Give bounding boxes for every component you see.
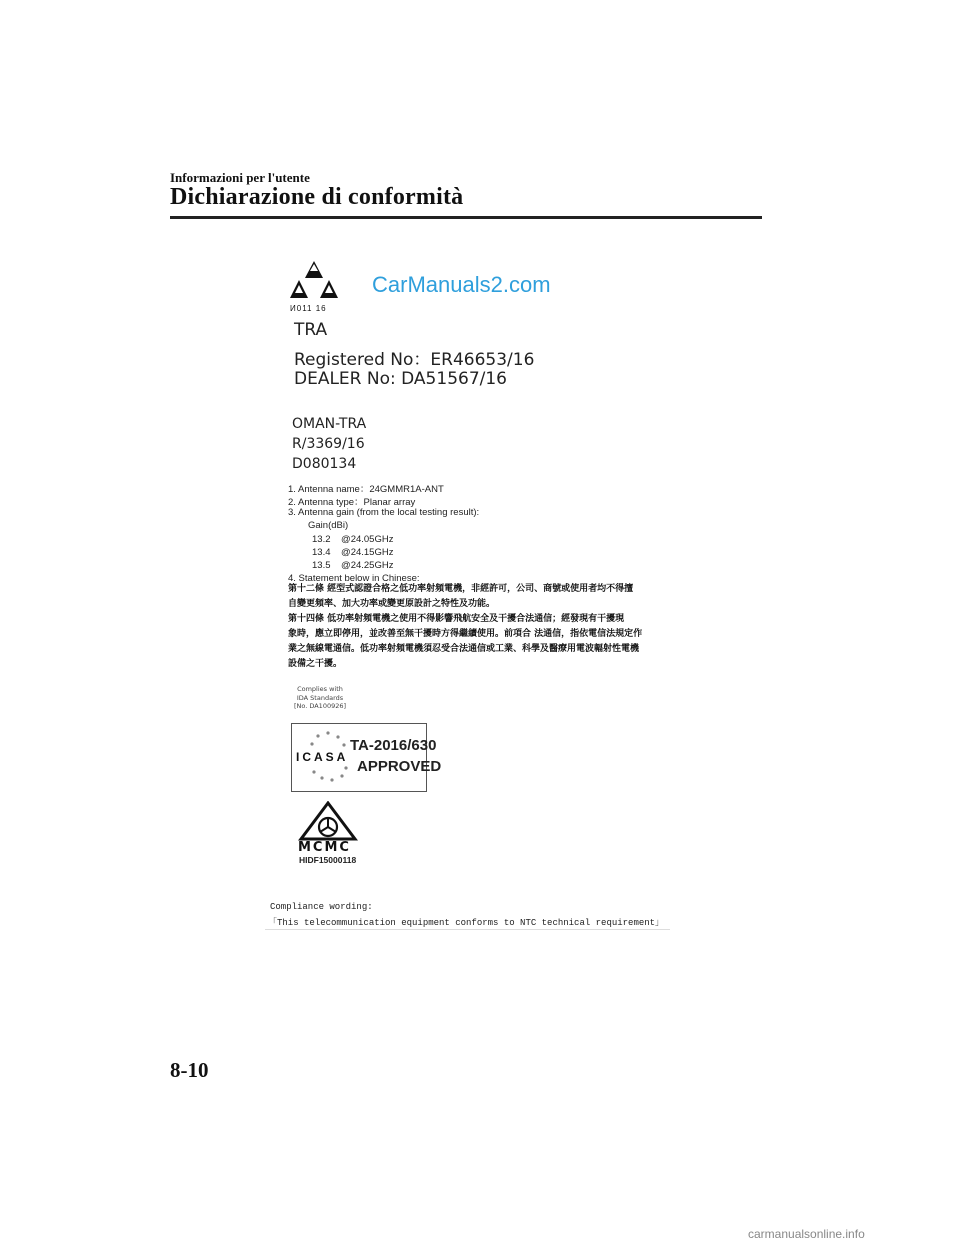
section-label: Informazioni per l'utente [170,170,310,185]
watermark-text[interactable]: CarManuals2.com [372,272,551,297]
icasa-word: ICASA [296,750,349,764]
antenna-line: Gain(dBi) [308,520,349,531]
antenna-line: 4. Statement below in Chinese: [288,573,420,584]
ida-line: Complies with [297,685,343,693]
icasa-number: TA-2016/630 [350,737,437,754]
mcmc-code: HIDF15000118 [299,855,357,865]
antenna-line: 1. Antenna name：24GMMR1A-ANT [288,484,444,495]
oman-line: R/3369/16 [292,436,365,452]
antenna-line: 3. Antenna gain (from the local testing result): [288,507,480,518]
tra-line: TRA [294,320,328,340]
compliance-rule [265,929,670,930]
antenna-line: 13.4 @24.15GHz [312,547,394,558]
title-rule [170,216,762,219]
compliance-text: 「This telecommunication equipment conforms to NTC technical requirement」 [268,918,665,928]
ida-line: IDA Standards [296,693,344,702]
chinese-line: 業之無線電通信。低功率射頻電機須忍受合法通信或工業、科學及醫療用電波輻射性電機 [288,644,640,654]
antenna-line: 13.2 @24.05GHz [312,534,394,545]
antenna-line: 13.5 @24.25GHz [312,560,394,571]
chinese-line: 象時，應立即停用，並改善至無干擾時方得繼續使用。前項合 法通信，指依電信法規定作 [288,629,643,639]
ida-line: [No. DA100926] [293,702,347,710]
chinese-line: 設備之干擾。 [288,659,343,669]
mcmc-logo-icon [297,801,359,841]
tra-line: DEALER No: DA51567/16 [294,369,507,389]
oman-line: D080134 [292,456,357,472]
chinese-line: 第十二條 經型式認證合格之低功率射頻電機，非經許可，公司、商號或使用者均不得擅 [288,584,634,594]
page-number: 8-10 [170,1058,209,1082]
mcmc-word: MCMC [298,840,351,855]
tra-line: Registered No：ER46653/16 [294,350,535,370]
chinese-statement [288,582,664,672]
oman-line: OMAN-TRA [292,416,367,432]
tra-code: И011 16 [290,304,327,313]
chinese-line: 自變更頻率、加大功率或變更原設計之特性及功能。 [288,599,496,609]
ida-label [290,685,350,711]
compliance-heading: Compliance wording: [270,902,373,912]
chinese-line: 第十四條 低功率射頻電機之使用不得影響飛航安全及干擾合法通信；經發現有干擾現 [288,614,625,624]
antenna-line: 2. Antenna type：Planar array [288,497,416,508]
icasa-status: APPROVED [357,758,442,775]
tra-logo-icon [288,258,340,304]
footer-watermark[interactable]: carmanualsonline.info [748,1227,865,1241]
page-title: Dichiarazione di conformità [170,184,464,210]
